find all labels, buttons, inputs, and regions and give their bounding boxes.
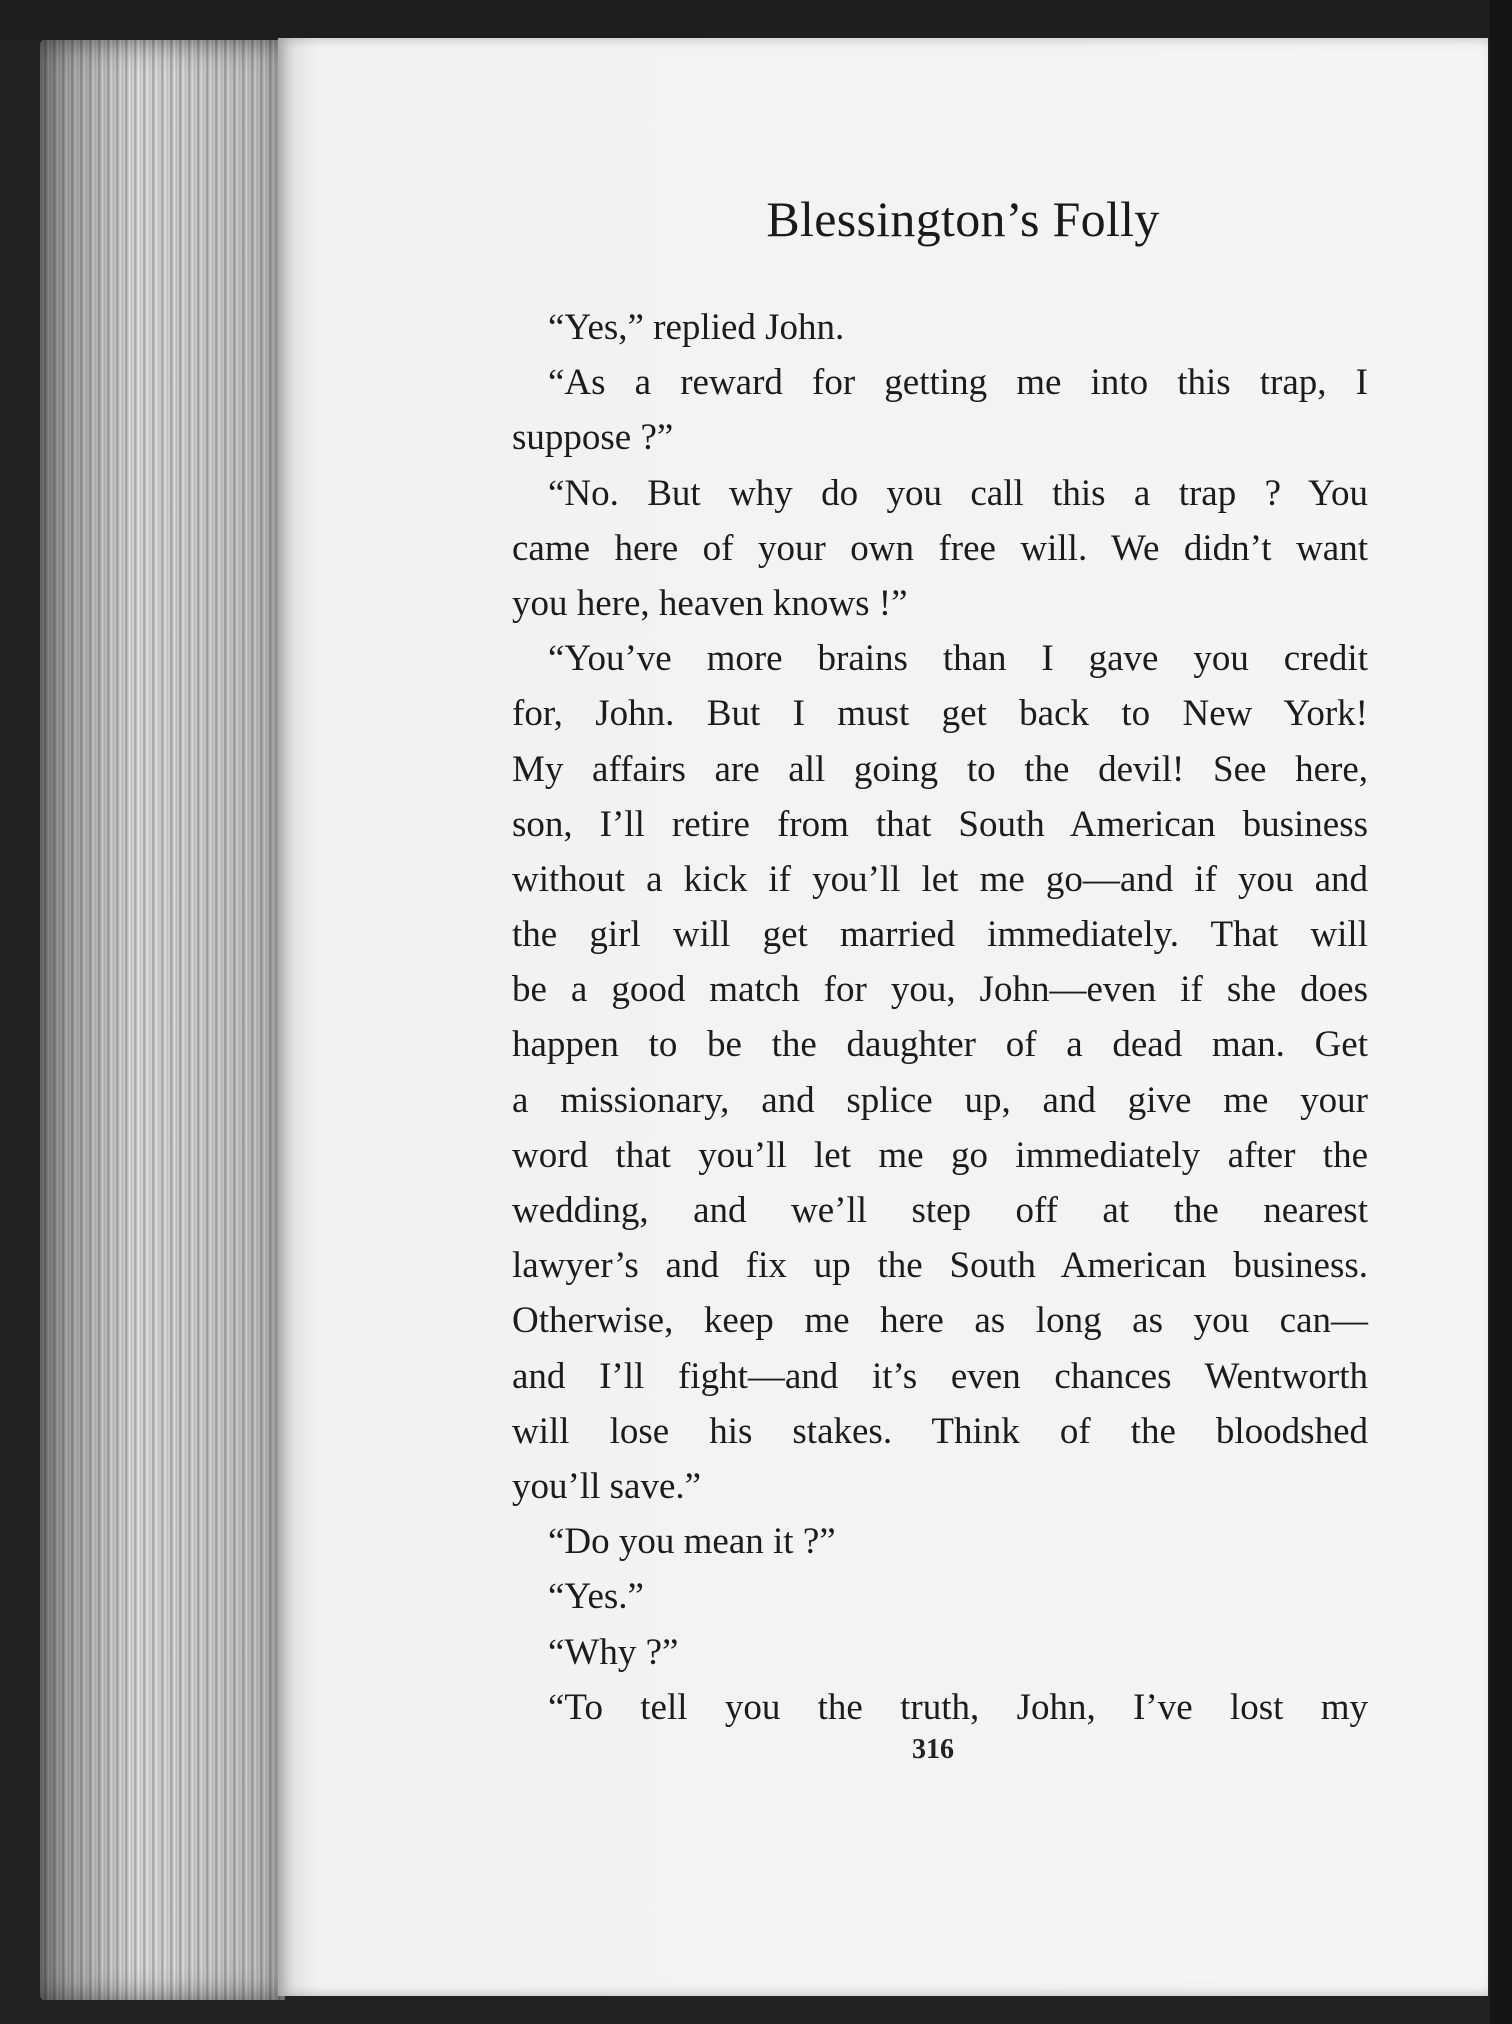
text-line: lawyer’s and fix up the South American business. [512, 1245, 1368, 1287]
page-number: 316 [912, 1734, 954, 1765]
text-line: “Yes,” replied John. [548, 307, 845, 348]
text-line: will lose his stakes. Think of the bloodshed [512, 1410, 1368, 1452]
text-line: “No. But why do you call this a trap ? You [548, 472, 1368, 514]
text-line: son, I’ll retire from that South American business [512, 803, 1368, 845]
text-line: you here, heaven knows !” [512, 582, 908, 624]
text-line: a missionary, and splice up, and give me your [512, 1079, 1368, 1121]
text-line: for, John. But I must get back to New York! [512, 693, 1368, 735]
text-line: word that you’ll let me go immediately after the [512, 1134, 1368, 1176]
text-line: “Why ?” [548, 1631, 679, 1673]
text-line: “You’ve more brains than I gave you credit [548, 638, 1368, 680]
text-line: “Yes.” [548, 1576, 644, 1618]
text-line: happen to be the daughter of a dead man. Get [512, 1024, 1368, 1066]
right-shadow [1490, 0, 1512, 2024]
text-line: came here of your own free will. We didn’t want [512, 527, 1368, 569]
text-line: suppose ?” [512, 417, 674, 459]
top-shadow [0, 0, 1512, 40]
running-head: Blessington’s Folly [766, 191, 1160, 247]
text-line: and I’ll fight—and it’s even chances Wentworth [512, 1355, 1368, 1397]
page-stack-fore-edge [40, 40, 285, 2000]
text-line: Otherwise, keep me here as long as you can— [512, 1300, 1368, 1342]
body-text [512, 300, 1368, 1735]
text-line: wedding, and we’ll step off at the nearest [512, 1190, 1368, 1231]
text-line: “As a reward for getting me into this trap, I [548, 362, 1368, 404]
text-line: “Do you mean it ?” [548, 1521, 836, 1563]
text-line: “To tell you the truth, John, I’ve lost my [548, 1686, 1368, 1728]
text-line: you’ll save.” [512, 1465, 702, 1507]
text-line: the girl will get married immediately. That will [512, 914, 1368, 956]
text-line: be a good match for you, John—even if she does [512, 969, 1368, 1011]
text-line: My affairs are all going to the devil! See here, [512, 748, 1368, 790]
book-page [278, 38, 1488, 1996]
text-line: without a kick if you’ll let me go—and if you and [512, 858, 1368, 900]
